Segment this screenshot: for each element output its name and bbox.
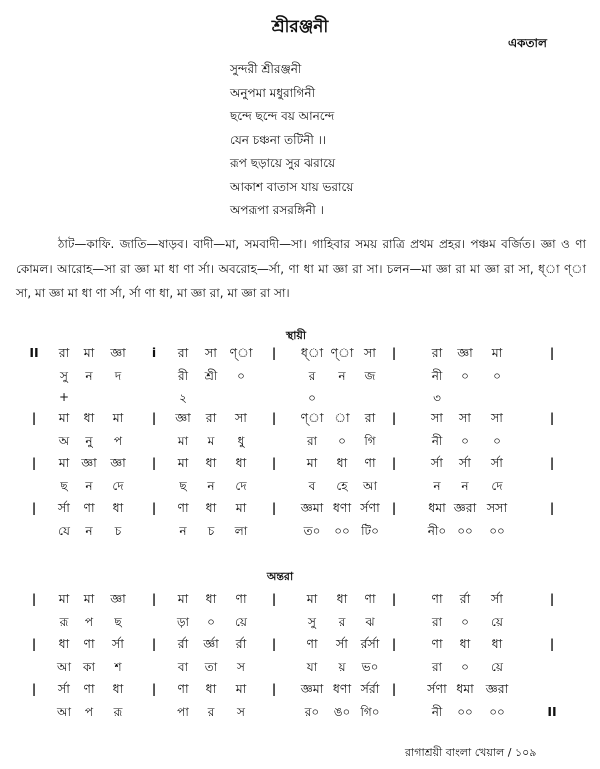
note: সা	[364, 345, 376, 360]
syllable: ০	[461, 615, 469, 629]
note: ণা	[431, 591, 443, 606]
notes-row	[0, 636, 600, 659]
syllable: য়ে	[235, 615, 247, 629]
bar-line: |	[151, 591, 157, 606]
notes-row	[0, 500, 600, 523]
beat-marker: ০	[308, 391, 316, 405]
beat-marker-row	[0, 390, 600, 410]
syllable: যে	[58, 524, 70, 538]
syllable: আ	[57, 660, 71, 674]
syllable-row	[0, 614, 600, 636]
note: র্সা	[336, 636, 348, 651]
beat-marker: +	[58, 390, 70, 404]
syllable: ন	[85, 479, 93, 493]
raga-title: শ্রীরঞ্জনী	[271, 17, 329, 37]
note: ধা	[112, 681, 124, 696]
note: র্সা	[58, 500, 70, 515]
syllable: শ	[114, 660, 122, 674]
syllable: ০	[461, 434, 469, 448]
syllable: রা	[431, 615, 443, 629]
syllable: ম	[207, 434, 215, 448]
syllable: নী	[431, 434, 443, 448]
syllable: ০	[237, 369, 245, 383]
lyric-line: অনুপমা মধুরাগিনী	[230, 85, 316, 100]
syllable: নী০	[427, 524, 447, 538]
note: জ্ঞা	[81, 455, 97, 470]
syllable: সু	[308, 615, 316, 629]
syllable: শ্রী	[204, 369, 218, 383]
syllable-row	[0, 659, 600, 681]
song-lyrics	[230, 58, 353, 223]
bar-line: |	[549, 410, 555, 425]
notes-row	[0, 455, 600, 478]
bar-line: |	[549, 636, 555, 651]
syllable: ছ	[60, 479, 68, 493]
bar-line: |	[151, 500, 157, 515]
note: ধ্া	[300, 345, 324, 360]
note: মা	[112, 410, 124, 425]
bar-line: |	[391, 455, 397, 470]
bar-line: |	[271, 591, 277, 606]
note: র্রা	[177, 636, 189, 651]
syllable: ড়া	[176, 615, 190, 629]
syllable: যা	[306, 660, 318, 674]
note: ণা	[235, 591, 247, 606]
note: ধা	[83, 410, 95, 425]
syllable: য়ে	[491, 660, 503, 674]
note: মা	[491, 345, 503, 360]
syllable: জ	[364, 369, 376, 383]
note: া	[334, 410, 350, 425]
note: ধা	[336, 455, 348, 470]
note: জ্ঞরা	[453, 500, 477, 515]
bar-line: |	[31, 500, 37, 515]
note: ধমা	[428, 500, 446, 515]
syllable: ন	[461, 479, 469, 493]
note: র্সণা	[360, 500, 380, 515]
syllable: তা	[204, 660, 218, 674]
note: জ্ঞমা	[300, 681, 324, 696]
note: ণা	[83, 636, 95, 651]
note: ণা	[177, 681, 189, 696]
bar-line: |	[31, 455, 37, 470]
note: ধা	[205, 455, 217, 470]
notes-row	[0, 345, 600, 368]
note: ণা	[364, 455, 376, 470]
raga-description: ঠাট—কাফি. জাতি—ষাড়ব। বাদী—মা, সমবাদী—সা। গাহিবার সময় রাত্রি প্রথম প্রহর। পঞ্চম বর্জিত। জ্ঞা ও ণা কোমল। আরোহ—সা রা জ্ঞা মা ধা ণা র্সা। অবরোহ—র্সা, ণা ধা মা জ্ঞা রা সা। চলন—মা জ্ঞা রা মা জ্ঞা রা সা, ধ্া ণ্া সা, মা জ্ঞা মা ধা ণা র্সা, র্সা ণা ধা, মা জ্ঞা রা, মা জ্ঞা রা সা।	[16, 237, 586, 300]
note: ধা	[459, 636, 471, 651]
syllable: অ	[58, 434, 70, 448]
lyric-line: সুন্দরী শ্রীরঞ্জনী	[230, 62, 302, 76]
syllable: স	[237, 705, 245, 719]
bar-line: |	[151, 636, 157, 651]
note: র্রা	[235, 636, 247, 651]
bar-line: |	[549, 591, 555, 606]
bar-line: |	[271, 410, 277, 425]
bar-line: |	[31, 636, 37, 651]
lyric-line: আকাশ বাতাস যায় ভরায়ে	[230, 179, 354, 194]
bar-line: |	[549, 455, 555, 470]
note: মা	[58, 591, 70, 606]
syllable: কা	[83, 660, 95, 674]
note: ণা	[364, 591, 376, 606]
note: ণা	[177, 500, 189, 515]
note: র্সা	[491, 455, 503, 470]
note: র্জ্ঞা	[203, 636, 219, 651]
page-footer: রাগাশ্রয়ী বাংলা খেয়াল / ১০৯	[405, 746, 537, 759]
syllable: দ	[114, 369, 122, 383]
syllable-row	[0, 478, 600, 500]
bar-line: |	[151, 455, 157, 470]
syllable: ন	[85, 369, 93, 383]
syllable: য়ে	[491, 615, 503, 629]
syllable: সু	[60, 369, 68, 383]
syllable: ঙ০	[333, 705, 351, 719]
bar-line: |	[271, 345, 277, 360]
bar-line: |	[549, 500, 555, 515]
note: সা	[235, 410, 247, 425]
note: ধা	[491, 636, 503, 651]
syllable: চ	[114, 524, 122, 538]
syllable: স	[237, 660, 245, 674]
beat-marker: ৩	[433, 391, 441, 405]
syllable: ন	[85, 524, 93, 538]
note: ধা	[58, 636, 70, 651]
note: র্সা	[491, 591, 503, 606]
note: জ্ঞা	[110, 591, 126, 606]
syllable: ০	[338, 434, 346, 448]
notes-row	[0, 591, 600, 614]
syllable: বা	[177, 660, 189, 674]
syllable: র	[308, 369, 316, 383]
lyric-line: অপরূপা রসরঙ্গিনী ।	[230, 203, 324, 217]
syllable: ন	[433, 479, 441, 493]
note: জ্ঞা	[110, 345, 126, 360]
syllable: ন	[179, 524, 187, 538]
bar-line: |	[391, 591, 397, 606]
syllable: ০	[461, 660, 469, 674]
syllable: ন	[338, 369, 346, 383]
note: মা	[177, 455, 189, 470]
syllable: দে	[112, 479, 124, 493]
syllable: রূ	[113, 705, 123, 719]
syllable: চ	[207, 524, 215, 538]
note: রা	[58, 345, 70, 360]
note: সা	[459, 410, 471, 425]
note: ণা	[83, 500, 95, 515]
syllable: নী	[431, 369, 443, 383]
note: সা	[205, 345, 217, 360]
end-marker: II	[547, 704, 557, 719]
lyric-line: যেন চঞ্চনা তটিনী ।।	[230, 132, 327, 147]
syllable: পা	[177, 705, 189, 719]
bar-line: |	[549, 345, 555, 360]
bar-line: |	[31, 410, 37, 425]
note: ণা	[306, 636, 318, 651]
bar-line: |	[151, 410, 157, 425]
syllable: নী	[431, 705, 443, 719]
syllable: আ	[57, 705, 71, 719]
note: সা	[491, 410, 503, 425]
note: ণ্া	[330, 345, 354, 360]
bar-line: |	[391, 410, 397, 425]
syllable: র০	[304, 705, 320, 719]
syllable: ০০	[457, 524, 473, 538]
syllable: গি	[364, 434, 376, 448]
syllable: ০	[207, 615, 215, 629]
note: র্রা	[459, 591, 471, 606]
syllable: প	[84, 615, 94, 629]
bar-line: |	[151, 681, 157, 696]
note: রা	[205, 410, 217, 425]
note: ধা	[205, 681, 217, 696]
note: ধমা	[456, 681, 474, 696]
syllable: রা	[431, 660, 443, 674]
syllable: র	[338, 615, 346, 629]
note: মা	[235, 681, 247, 696]
syllable: দে	[235, 479, 247, 493]
syllable-row	[0, 704, 600, 726]
syllable: ০	[493, 369, 501, 383]
note: মা	[306, 591, 318, 606]
bar-line: |	[271, 500, 277, 515]
syllable: হে	[336, 479, 348, 493]
syllable: ব	[308, 479, 316, 493]
syllable: প	[113, 434, 123, 448]
bar-line: |	[391, 681, 397, 696]
note: মা	[58, 410, 70, 425]
note: ণা	[83, 681, 95, 696]
bar-line: |	[391, 345, 397, 360]
note: ণ্া	[300, 410, 324, 425]
beat-marker: ২	[179, 391, 187, 405]
note: মা	[58, 455, 70, 470]
syllable: লা	[234, 524, 248, 538]
syllable: টি০	[361, 524, 379, 538]
note: র্সণা	[427, 681, 447, 696]
bar-line: |	[271, 636, 277, 651]
syllable: ঝ	[365, 615, 375, 629]
bar-line: |	[391, 636, 397, 651]
syllable: ০	[493, 434, 501, 448]
syllable: ০	[461, 369, 469, 383]
note: ধা	[235, 455, 247, 470]
syllable-row	[0, 433, 600, 455]
note: মা	[83, 345, 95, 360]
lyric-line: রূপ ছড়ায়ে সুর ঝরায়ে	[230, 156, 336, 170]
syllable: ভ০	[361, 660, 379, 674]
note: র্সা	[459, 455, 471, 470]
syllable: ০০	[489, 524, 505, 538]
note: জ্ঞরা	[485, 681, 509, 696]
note: ধা	[112, 500, 124, 515]
note: ধণা	[332, 681, 352, 696]
note: মা	[235, 500, 247, 515]
syllable: ন	[207, 479, 215, 493]
note: র্রর্সা	[360, 636, 380, 651]
note: র্সা	[431, 455, 443, 470]
note: জ্ঞা	[110, 455, 126, 470]
notes-row	[0, 681, 600, 704]
note: রা	[364, 410, 376, 425]
syllable: প	[84, 705, 94, 719]
syllable-row	[0, 368, 600, 390]
note: মা	[177, 591, 189, 606]
syllable: ছ	[179, 479, 187, 493]
syllable: য়	[338, 660, 346, 674]
note: জ্ঞা	[175, 410, 191, 425]
antara-heading: অন্তরা	[266, 570, 294, 583]
syllable: ০০	[457, 705, 473, 719]
syllable: ০০	[489, 705, 505, 719]
antara-notation	[0, 591, 600, 726]
note: ধা	[205, 591, 217, 606]
note: মা	[306, 455, 318, 470]
note: জ্ঞমা	[300, 500, 324, 515]
bar-line: II	[29, 345, 39, 360]
syllable-row	[0, 523, 600, 545]
note: রা	[431, 345, 443, 360]
bar-line: |	[271, 681, 277, 696]
note: জ্ঞা	[457, 345, 473, 360]
bar-line: |	[391, 500, 397, 515]
note: ণা	[431, 636, 443, 651]
note: সসা	[486, 500, 508, 515]
syllable: মা	[177, 434, 189, 448]
syllable: ০০	[334, 524, 350, 538]
note: রা	[177, 345, 189, 360]
syllable: রা	[306, 434, 318, 448]
syllable: ছ	[114, 615, 122, 629]
syllable: আ	[363, 479, 377, 493]
syllable: ত০	[303, 524, 321, 538]
sthayi-notation	[0, 345, 600, 545]
note: ধণা	[332, 500, 352, 515]
bar-line: |	[31, 591, 37, 606]
syllable: র	[207, 705, 215, 719]
bar-line: |	[271, 455, 277, 470]
syllable: ধু	[237, 434, 245, 448]
syllable: রূ	[59, 615, 69, 629]
syllable: নু	[85, 434, 93, 448]
note: ণ্া	[229, 345, 253, 360]
bar-line: |	[31, 681, 37, 696]
note: র্সর্রা	[360, 681, 380, 696]
note: সা	[431, 410, 443, 425]
note: ধা	[205, 500, 217, 515]
notes-row	[0, 410, 600, 433]
tala-label: একতাল	[508, 36, 547, 50]
lyric-line: ছন্দে ছন্দে বয় আনন্দে	[230, 109, 335, 123]
sthayi-heading: স্থায়ী	[285, 329, 307, 342]
syllable: গি০	[360, 705, 380, 719]
note: ধা	[336, 591, 348, 606]
syllable: দে	[491, 479, 503, 493]
bar-line: i	[151, 345, 157, 360]
syllable: রী	[177, 369, 189, 383]
note: র্সা	[112, 636, 124, 651]
note: মা	[83, 591, 95, 606]
note: র্সা	[58, 681, 70, 696]
